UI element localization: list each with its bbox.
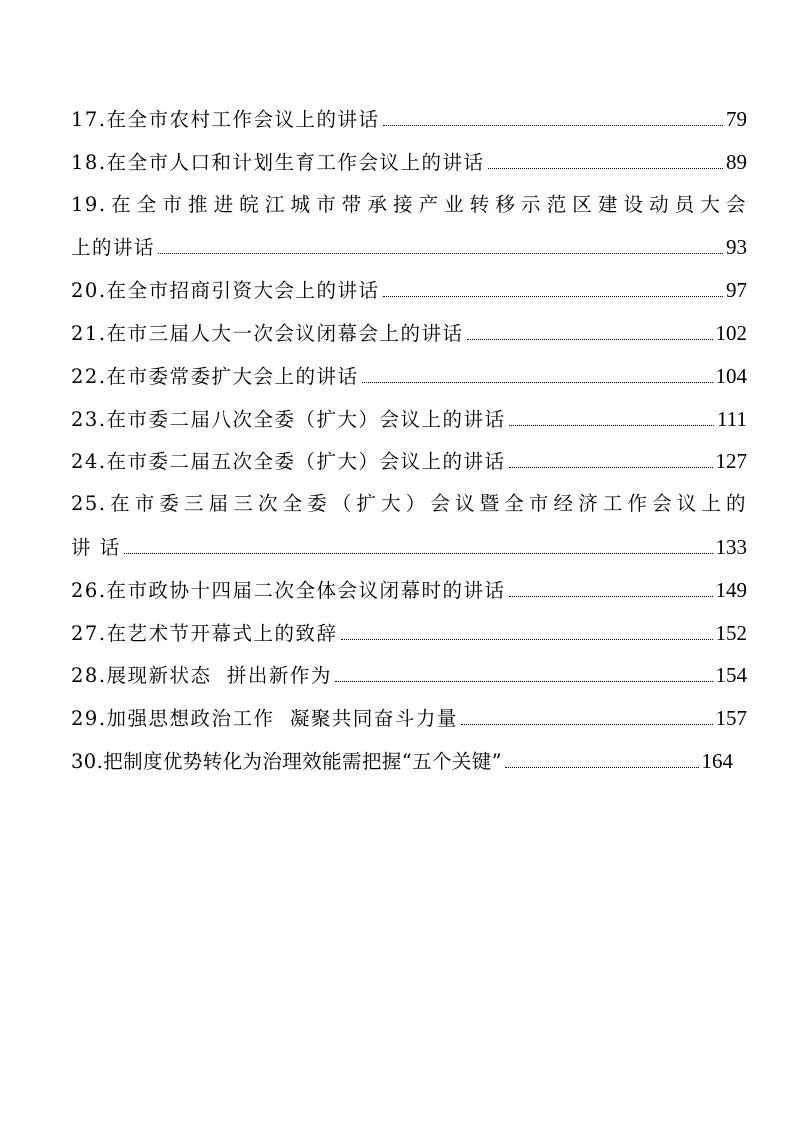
- toc-entry-28[interactable]: [71, 654, 747, 697]
- dot-leader: [509, 579, 713, 599]
- toc-entry-title: 28.展现新状态 拼出新作为: [71, 664, 332, 688]
- dot-leader: [467, 322, 713, 342]
- toc-entry-25[interactable]: [71, 483, 747, 569]
- toc-entry-page: 97: [726, 278, 747, 303]
- toc-entry-page: 164: [701, 748, 733, 773]
- dot-leader: [509, 451, 713, 471]
- dot-leader: [383, 109, 723, 129]
- dot-leader: [383, 280, 723, 300]
- toc-entry-page: 133: [715, 534, 747, 559]
- dot-leader: [341, 622, 713, 642]
- toc-entry-page: 79: [726, 107, 747, 131]
- dot-leader: [362, 365, 713, 385]
- toc-entry-page: 127: [715, 449, 747, 474]
- toc-entry-20[interactable]: [71, 269, 747, 312]
- toc-entry-title: 20.在全市招商引资大会上的讲话: [71, 279, 380, 303]
- toc-entry-title: 24.在市委二届五次全委（扩大）会议上的讲话: [71, 450, 506, 474]
- toc-entry-title: 22.在市委常委扩大会上的讲话: [71, 364, 359, 388]
- toc-entry-19[interactable]: [71, 184, 747, 270]
- toc-entry-page: 157: [715, 706, 747, 731]
- toc-entry-title-line2: 讲 话: [71, 535, 121, 559]
- toc-entry-page: 104: [715, 363, 747, 388]
- toc-entry-29[interactable]: [71, 697, 747, 740]
- toc-entry-21[interactable]: [71, 312, 747, 355]
- toc-entry-24[interactable]: [71, 440, 747, 483]
- dot-leader: [488, 151, 723, 171]
- table-of-contents: [71, 98, 747, 783]
- toc-entry-27[interactable]: [71, 612, 747, 655]
- toc-entry-page: 89: [726, 149, 747, 174]
- dot-leader: [505, 750, 698, 770]
- dot-leader: [158, 237, 723, 257]
- toc-entry-page: 152: [715, 620, 747, 645]
- toc-entry-23[interactable]: [71, 398, 747, 441]
- toc-entry-title-line2: 上的讲话: [71, 236, 156, 260]
- toc-entry-26[interactable]: [71, 569, 747, 612]
- toc-entry-title: 30.把制度优势转化为治理效能需把握“五个关键”: [71, 749, 503, 773]
- toc-entry-page: 102: [715, 320, 747, 345]
- toc-entry-title: 27.在艺术节开幕式上的致辞: [71, 621, 338, 645]
- toc-entry-title: 29.加强思想政治工作 凝聚共同奋斗力量: [71, 707, 458, 731]
- toc-entry-18[interactable]: [71, 141, 747, 184]
- toc-entry-title-line1: 25.在市委三届三次全委（扩大）会议暨全市经济工作会议上的: [71, 492, 747, 516]
- dot-leader: [509, 408, 715, 428]
- toc-entry-title: 18.在全市人口和计划生育工作会议上的讲话: [71, 150, 485, 174]
- toc-entry-30[interactable]: [71, 740, 747, 783]
- dot-leader: [461, 708, 713, 728]
- toc-entry-title: 21.在市三届人大一次会议闭幕会上的讲话: [71, 321, 464, 345]
- toc-entry-page: 111: [717, 406, 747, 431]
- toc-entry-title: 17.在全市农村工作会议上的讲话: [71, 108, 380, 131]
- toc-entry-17[interactable]: [71, 98, 747, 141]
- toc-entry-title-line1: 19.在全市推进皖江城市带承接产业转移示范区建设动员大会: [71, 192, 747, 216]
- toc-entry-page: 154: [715, 663, 747, 688]
- toc-entry-title: 26.在市政协十四届二次全体会议闭幕时的讲话: [71, 578, 506, 602]
- toc-entry-title: 23.在市委二届八次全委（扩大）会议上的讲话: [71, 407, 506, 431]
- dot-leader: [335, 665, 713, 685]
- toc-entry-22[interactable]: [71, 355, 747, 398]
- dot-leader: [124, 536, 713, 556]
- toc-entry-page: 93: [726, 235, 747, 260]
- toc-entry-page: 149: [715, 577, 747, 602]
